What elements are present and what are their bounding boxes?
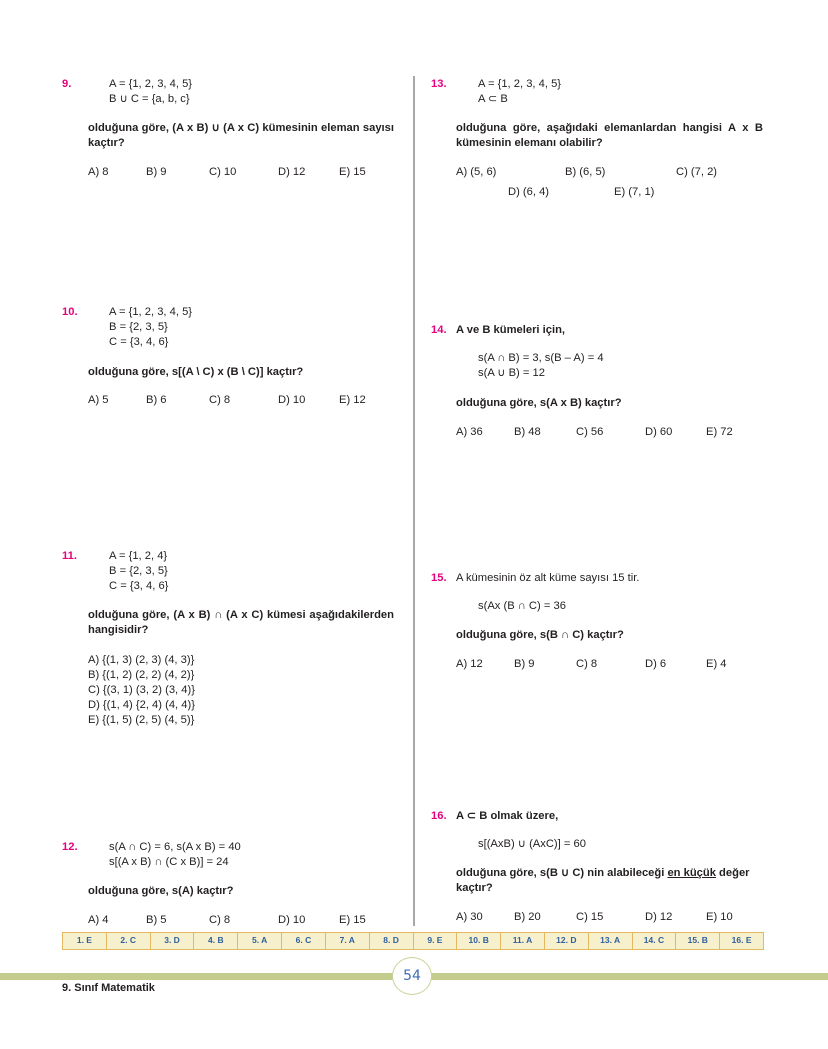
option-b: B) 20	[514, 911, 541, 923]
option-e: E) 15	[339, 166, 366, 178]
option-b: B) {(1, 2) (2, 2) (4, 2)}	[88, 669, 195, 681]
question-number: 10.	[62, 306, 78, 318]
question-stem: olduğuna göre, s(A x B) kaçtır?	[456, 397, 622, 409]
given-data: s(A ∩ C) = 6, s(A x B) = 40 s[(A x B) ∩ (C x B)] = 24	[109, 841, 241, 868]
answer-cell: 2. C	[107, 933, 151, 949]
option-d: D) 12	[278, 166, 306, 178]
question-intro: A kümesinin öz alt küme sayısı 15 tir.	[456, 572, 640, 584]
option-b: B) 48	[514, 426, 541, 438]
given-data: A = {1, 2, 3, 4, 5} A ⊂ B	[478, 78, 562, 105]
answer-cell: 6. C	[282, 933, 326, 949]
answer-cell: 1. E	[63, 933, 107, 949]
question-13	[431, 77, 771, 207]
question-12	[62, 840, 402, 930]
column-divider	[413, 76, 415, 926]
given-data: s(Ax (B ∩ C) = 36	[478, 600, 566, 612]
option-d: D) 60	[645, 426, 673, 438]
option-c: C) {(3, 1) (3, 2) (3, 4)}	[88, 684, 195, 696]
question-16	[431, 809, 771, 929]
option-c: C) 8	[576, 658, 598, 670]
question-stem: olduğuna göre, s(B ∩ C) kaçtır?	[456, 629, 624, 641]
question-number: 9.	[62, 78, 72, 90]
question-number: 16.	[431, 810, 447, 822]
answer-cell: 16. E	[731, 935, 752, 945]
question-stem: olduğuna göre, (A x B) ∪ (A x C) kümesinin eleman sayısı kaçtır?	[88, 122, 394, 149]
question-number: 15.	[431, 572, 447, 584]
question-number: 12.	[62, 841, 78, 853]
option-a: A) 36	[456, 426, 483, 438]
option-c: C) (7, 2)	[676, 166, 718, 178]
option-a: A) 4	[88, 914, 109, 926]
question-intro: A ⊂ B olmak üzere,	[456, 810, 559, 822]
option-c: C) 56	[576, 426, 604, 438]
question-number: 14.	[431, 324, 447, 336]
option-a: A) 8	[88, 166, 109, 178]
question-stem: olduğuna göre, (A x B) ∩ (A x C) kümesi aşağıdakilerden hangisidir?	[88, 609, 394, 636]
option-d: D) 10	[278, 394, 306, 406]
option-a: A) 12	[456, 658, 483, 670]
question-9	[62, 77, 402, 187]
given-data: s[(AxB) ∪ (AxC)] = 60	[478, 838, 586, 850]
page-number-badge	[392, 957, 432, 995]
option-a: A) 5	[88, 394, 109, 406]
given-data: A = {1, 2, 4} B = {2, 3, 5} C = {3, 4, 6}	[109, 550, 169, 592]
page-number: 54	[403, 968, 421, 984]
option-d: D) 6	[645, 658, 667, 670]
answer-cell: 3. D	[151, 933, 195, 949]
option-a: A) (5, 6)	[456, 166, 497, 178]
option-b: B) 9	[514, 658, 535, 670]
emphasis-underline: en küçük	[667, 867, 716, 879]
answer-cell: 11. A	[501, 933, 545, 949]
answer-cell: 13. A	[589, 933, 633, 949]
option-e: E) 15	[339, 914, 366, 926]
question-number: 13.	[431, 78, 447, 90]
question-stem: olduğuna göre, s(A) kaçtır?	[88, 885, 234, 897]
question-15	[431, 571, 771, 681]
question-stem: olduğuna göre, aşağıdaki elemanlardan hangisi A x B kümesinin elemanı olabilir?	[456, 122, 763, 149]
option-c: C) 15	[576, 911, 604, 923]
option-b: B) 6	[146, 394, 167, 406]
option-d: D) 12	[645, 911, 673, 923]
option-b: B) 9	[146, 166, 167, 178]
question-14	[431, 323, 771, 443]
answer-cell: 4. B	[194, 933, 238, 949]
option-e: E) {(1, 5) (2, 5) (4, 5)}	[88, 714, 195, 726]
option-d: D) 10	[278, 914, 306, 926]
option-c: C) 8	[209, 914, 231, 926]
given-data: A = {1, 2, 3, 4, 5} B = {2, 3, 5} C = {3, 4, 6}	[109, 306, 193, 348]
option-b: B) 5	[146, 914, 167, 926]
option-e: E) 72	[706, 426, 733, 438]
given-data: s(A ∩ B) = 3, s(B – A) = 4 s(A ∪ B) = 12	[478, 352, 604, 379]
option-e: E) 12	[339, 394, 366, 406]
option-e: E) 10	[706, 911, 733, 923]
question-10	[62, 305, 402, 415]
answer-cell: 15. B	[676, 933, 720, 949]
book-title: 9. Sınıf Matematik	[62, 982, 155, 994]
option-b: B) (6, 5)	[565, 166, 606, 178]
option-d: D) (6, 4)	[508, 186, 550, 198]
answer-cell: 8. D	[370, 933, 414, 949]
option-a: A) 30	[456, 911, 483, 923]
question-stem: olduğuna göre, s[(A \ C) x (B \ C)] kaçtır?	[88, 366, 304, 378]
option-d: D) {(1, 4) {2, 4) (4, 4)}	[88, 699, 195, 711]
option-a: A) {(1, 3) (2, 3) (4, 3)}	[88, 654, 195, 666]
option-e: E) 4	[706, 658, 727, 670]
answer-cell: 14. C	[633, 933, 677, 949]
question-stem: olduğuna göre, s(B ∪ C) nin alabileceği en küçük değer kaçtır?	[456, 867, 750, 894]
option-c: C) 10	[209, 166, 237, 178]
question-11	[62, 549, 402, 739]
answer-cell: 7. A	[326, 933, 370, 949]
answer-cell: 10. B	[457, 933, 501, 949]
answer-cell: 5. A	[238, 933, 282, 949]
given-data: A = {1, 2, 3, 4, 5} B ∪ C = {a, b, c}	[109, 78, 193, 105]
option-e: E) (7, 1)	[614, 186, 655, 198]
answer-key	[62, 932, 764, 950]
question-intro: A ve B kümeleri için,	[456, 324, 566, 336]
options-list	[88, 653, 195, 728]
option-c: C) 8	[209, 394, 231, 406]
question-number: 11.	[62, 550, 77, 562]
answer-cell: 12. D	[545, 933, 589, 949]
answer-cell: 9. E	[414, 933, 458, 949]
